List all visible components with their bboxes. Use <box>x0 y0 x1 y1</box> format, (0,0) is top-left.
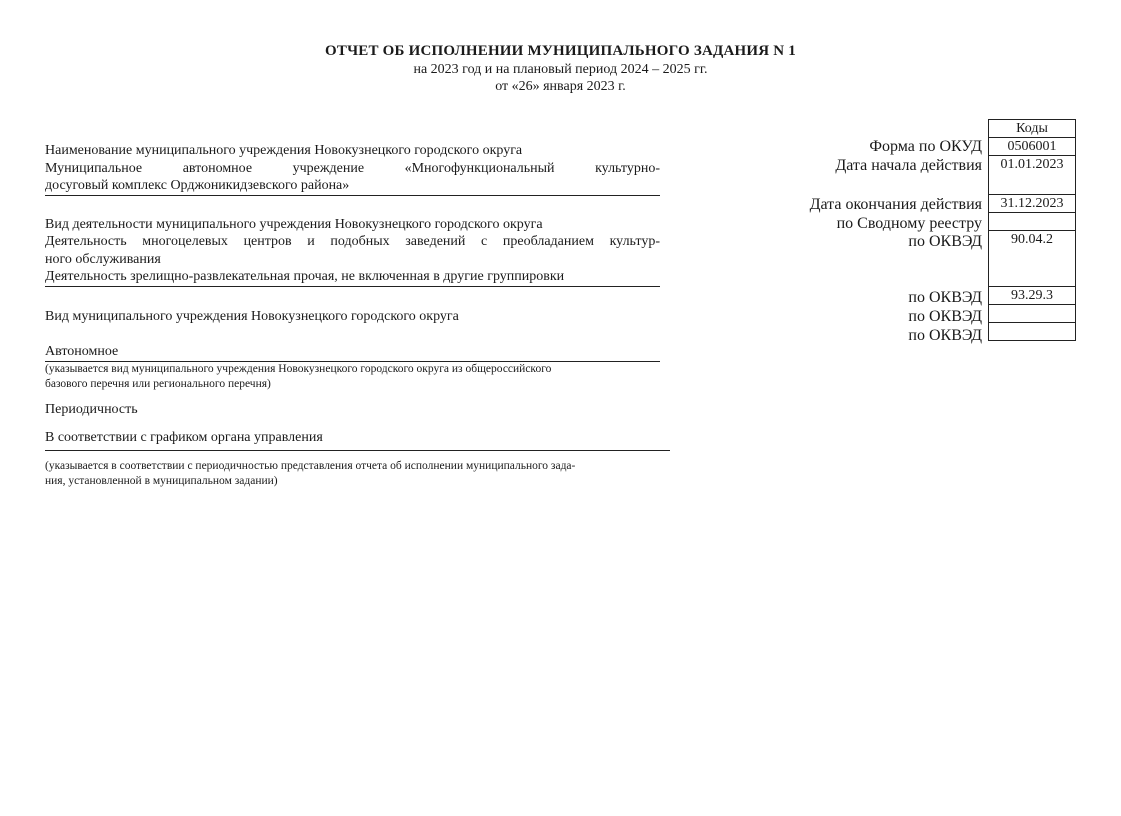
report-title: ОТЧЕТ ОБ ИСПОЛНЕНИИ МУНИЦИПАЛЬНОГО ЗАДАНИЯ N 1 <box>325 43 796 59</box>
institution-type-value: Автономное <box>45 343 660 362</box>
periodicity-note2: ния, установленной в муниципальном задании) <box>45 474 278 487</box>
label-registry: по Сводному реестру <box>836 215 982 232</box>
label-start-date: Дата начала действия <box>835 157 982 174</box>
report-header <box>0 42 1121 95</box>
report-date: от «26» января 2023 г. <box>495 79 626 94</box>
codes-table <box>988 119 1076 341</box>
code-okved-2: 93.29.3 <box>989 287 1076 305</box>
periodicity-value: В соответствии с графиком органа управления <box>45 430 323 445</box>
code-start-date: 01.01.2023 <box>989 156 1076 195</box>
activity-line1: Деятельность многоцелевых центров и подобных заведений с преобладанием культур- <box>45 234 660 249</box>
label-okved-2: по ОКВЭД <box>908 289 982 306</box>
periodicity-note1: (указывается в соответствии с периодичностью представления отчета об исполнении муниципального зада- <box>45 459 576 472</box>
code-end-date: 31.12.2023 <box>989 195 1076 213</box>
institution-name-line1: Муниципальное автономное учреждение «Многофункциональный культурно- <box>45 160 660 176</box>
code-okud: 0506001 <box>989 138 1076 156</box>
code-okved-3 <box>989 305 1076 323</box>
label-okved-4: по ОКВЭД <box>908 327 982 344</box>
code-registry <box>989 213 1076 231</box>
institution-name-label: Наименование муниципального учреждения Новокузнецкого городского округа <box>45 143 523 158</box>
report-period: на 2023 год и на плановый период 2024 – 2025 гг. <box>413 62 708 77</box>
institution-type-note2: базового перечня или регионального перечня) <box>45 377 271 390</box>
institution-type-label: Вид муниципального учреждения Новокузнецкого городского округа <box>45 308 459 324</box>
codes-header: Коды <box>989 120 1076 138</box>
periodicity-label: Периодичность <box>45 401 138 417</box>
label-okved-3: по ОКВЭД <box>908 308 982 325</box>
activity-label: Вид деятельности муниципального учреждения Новокузнецкого городского округа <box>45 216 543 232</box>
activity-line2: ного обслуживания <box>45 251 161 267</box>
label-end-date: Дата окончания действия <box>809 196 982 213</box>
report-left-section <box>45 142 660 489</box>
activity-line3: Деятельность зрелищно-развлекательная прочая, не включенная в другие группировки <box>45 268 660 287</box>
code-okved-1: 90.04.2 <box>989 231 1076 287</box>
institution-name-line2: досуговый комплекс Орджоникидзевского района» <box>45 177 660 196</box>
label-okved-1: по ОКВЭД <box>908 233 982 250</box>
code-okved-4 <box>989 323 1076 341</box>
institution-type-note1: (указывается вид муниципального учреждения Новокузнецкого городского округа из общероссийского <box>45 362 552 375</box>
label-okud: Форма по ОКУД <box>869 138 982 155</box>
